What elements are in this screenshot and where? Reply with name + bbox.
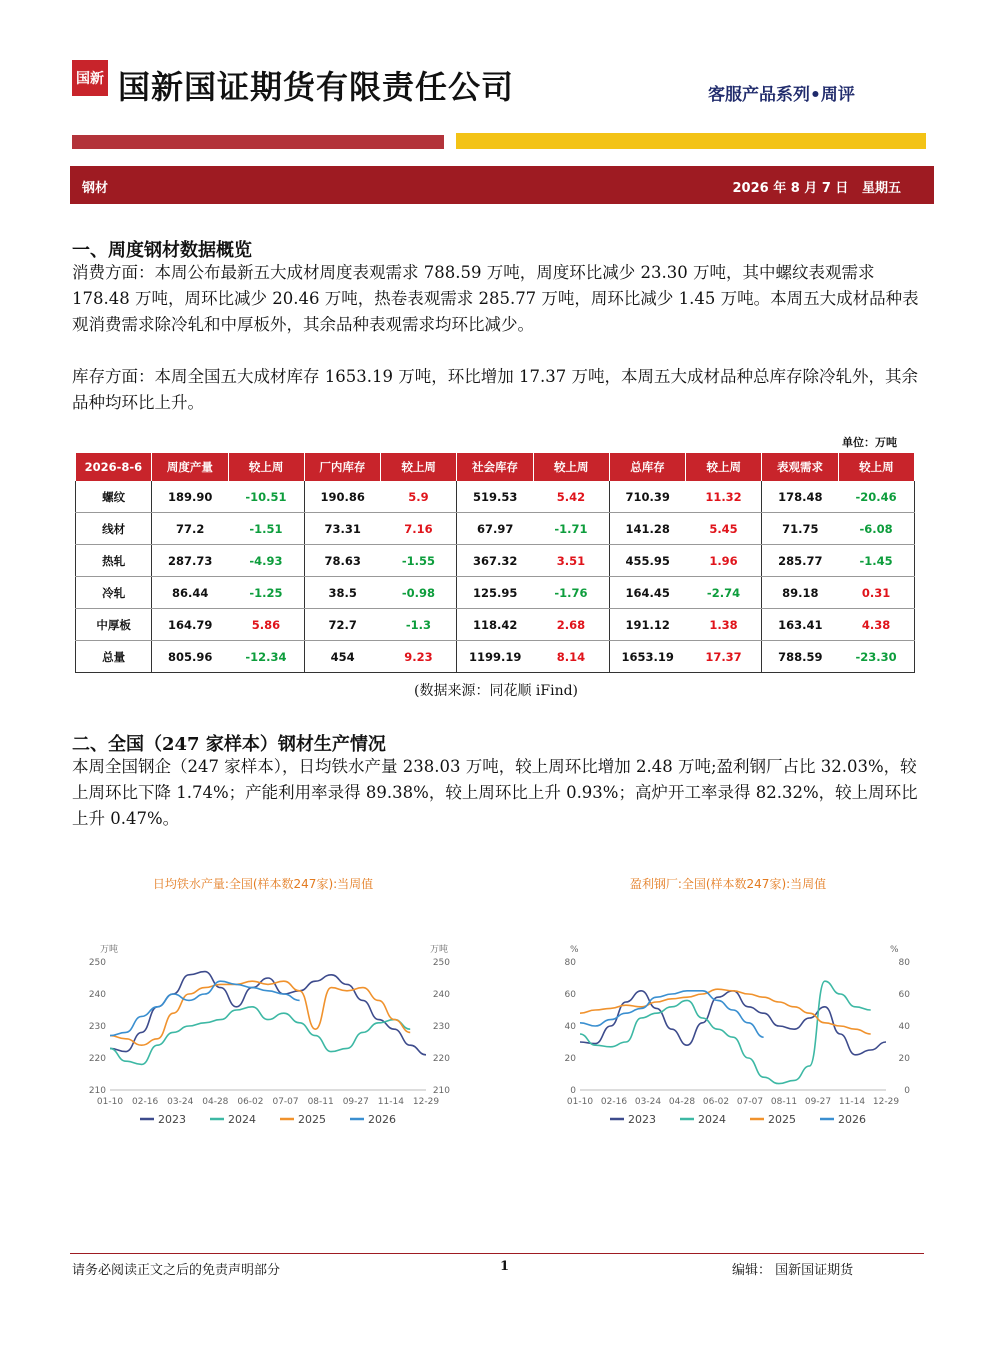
- x-tick-label: 07-07: [272, 1097, 299, 1107]
- table-cell: 5.45: [686, 513, 762, 545]
- table-cell: 67.97: [457, 513, 533, 545]
- table-cell: 191.12: [609, 609, 685, 641]
- table-cell: 2.68: [533, 609, 609, 641]
- table-cell: 17.37: [686, 641, 762, 673]
- chart-title: 日均铁水产量:全国(样本数247家):当周值: [152, 877, 374, 891]
- table-cell: 72.7: [304, 609, 380, 641]
- series-line-2024: [110, 1007, 410, 1065]
- y-tick-label-left: 40: [564, 1022, 576, 1032]
- table-header-5: 社会库存: [457, 453, 533, 481]
- table-row: [76, 577, 915, 609]
- table-header-2: 较上周: [228, 453, 304, 481]
- legend-label-2025: 2025: [298, 1113, 326, 1126]
- x-tick-label: 01-10: [566, 1097, 594, 1107]
- x-tick-label: 01-10: [96, 1097, 124, 1107]
- y-tick-label-right: 230: [432, 1022, 450, 1032]
- table-cell: 86.44: [152, 577, 228, 609]
- table-cell: 190.86: [304, 481, 380, 513]
- y-tick-label-right: 20: [898, 1054, 910, 1064]
- x-tick-label: 11-14: [838, 1097, 866, 1107]
- legend-label-2025: 2025: [768, 1113, 796, 1126]
- table-cell: -4.93: [228, 545, 304, 577]
- table-cell: 189.90: [152, 481, 228, 513]
- y-tick-label-left: 80: [564, 958, 576, 968]
- table-cell: -1.51: [228, 513, 304, 545]
- table-cell: 11.32: [686, 481, 762, 513]
- table-cell: -2.74: [686, 577, 762, 609]
- y-tick-label-right: 250: [432, 958, 450, 968]
- section1-para1: 消费方面：本周公布最新五大成材周度表观需求 788.59 万吨，周度环比减少 23.30 万吨，其中螺纹表观需求 178.48 万吨，周环比减少 20.46 万吨，热卷表观需求 285.77 万吨，周环比减少 1.45 万吨。本周五大成材品种表观消费需求除冷轧和中厚板外，其余品种表观需求均环比减少。: [72, 263, 919, 334]
- table-cell: -10.51: [228, 481, 304, 513]
- series-line-2026: [110, 981, 300, 1035]
- table-cell: -1.55: [381, 545, 457, 577]
- table-cell: 4.38: [838, 609, 914, 641]
- x-tick-label: 12-29: [412, 1097, 440, 1107]
- chart-title: 盈利钢厂:全国(样本数247家):当周值: [629, 877, 827, 891]
- table-header-3: 厂内库存: [304, 453, 380, 481]
- table-cell: 1653.19: [609, 641, 685, 673]
- table-header-6: 较上周: [533, 453, 609, 481]
- x-tick-label: 08-11: [307, 1097, 334, 1107]
- table-cell: 0.31: [838, 577, 914, 609]
- x-tick-label: 04-28: [668, 1097, 696, 1107]
- table-cell: 285.77: [762, 545, 838, 577]
- table-cell: -12.34: [228, 641, 304, 673]
- table-row: [76, 609, 915, 641]
- legend-label-2023: 2023: [158, 1113, 186, 1126]
- header-bar-red: [72, 135, 444, 149]
- x-tick-label: 11-14: [377, 1097, 404, 1107]
- series-line-2026: [580, 991, 764, 1037]
- row-label: 冷轧: [76, 577, 152, 609]
- x-tick-label: 06-02: [237, 1097, 264, 1107]
- series-label: 客服产品系列•周评: [708, 85, 855, 105]
- company-logo: 国新: [72, 60, 108, 96]
- table-cell: 287.73: [152, 545, 228, 577]
- row-label: 总量: [76, 641, 152, 673]
- row-label: 热轧: [76, 545, 152, 577]
- table-header-0: 2026-8-6: [76, 453, 152, 481]
- section1-title: 一、周度钢材数据概览: [72, 240, 252, 261]
- table-cell: 73.31: [304, 513, 380, 545]
- table-cell: 7.16: [381, 513, 457, 545]
- table-cell: 9.23: [381, 641, 457, 673]
- table-cell: 367.32: [457, 545, 533, 577]
- table-cell: 805.96: [152, 641, 228, 673]
- legend-label-2023: 2023: [628, 1113, 656, 1126]
- row-label: 中厚板: [76, 609, 152, 641]
- table-header-4: 较上周: [381, 453, 457, 481]
- y-tick-label-left: 230: [88, 1022, 106, 1032]
- table-cell: -6.08: [838, 513, 914, 545]
- table-cell: 118.42: [457, 609, 533, 641]
- table-cell: 1.38: [686, 609, 762, 641]
- y-axis-label-right: 万吨: [430, 945, 449, 955]
- table-row: [76, 641, 915, 673]
- y-tick-label-left: 20: [564, 1054, 576, 1064]
- table-header-10: 较上周: [838, 453, 914, 481]
- table-cell: -1.3: [381, 609, 457, 641]
- y-tick-label-right: 80: [898, 958, 910, 968]
- x-tick-label: 06-02: [702, 1097, 730, 1107]
- section2-para: 本周全国钢企（247 家样本），日均铁水产量 238.03 万吨，较上周环比增加 2.48 万吨;盈利钢厂占比 32.03%，较上周环比下降 1.74%；产能利用率录得 89.38%，较上周环比上升 0.93%；高炉开工率录得 82.32%，较上周环比上升 0.47%。: [72, 757, 918, 828]
- y-tick-label-right: 220: [432, 1054, 450, 1064]
- table-cell: 5.86: [228, 609, 304, 641]
- series-line-2023: [580, 991, 886, 1055]
- table-cell: -1.76: [533, 577, 609, 609]
- series-line-2024: [580, 981, 871, 1083]
- table-cell: 78.63: [304, 545, 380, 577]
- legend-label-2026: 2026: [368, 1113, 396, 1126]
- x-tick-label: 03-24: [634, 1097, 662, 1107]
- table-cell: 5.9: [381, 481, 457, 513]
- table-cell: 5.42: [533, 481, 609, 513]
- table-cell: 89.18: [762, 577, 838, 609]
- table-cell: -0.98: [381, 577, 457, 609]
- y-tick-label-left: 0: [570, 1086, 576, 1096]
- chart-iron-output: [78, 868, 468, 1138]
- row-label: 螺纹: [76, 481, 152, 513]
- legend-label-2026: 2026: [838, 1113, 866, 1126]
- table-cell: 3.51: [533, 545, 609, 577]
- table-header-9: 表观需求: [762, 453, 838, 481]
- y-tick-label-right: 240: [432, 990, 450, 1000]
- x-tick-label: 08-11: [770, 1097, 798, 1107]
- legend-label-2024: 2024: [698, 1113, 726, 1126]
- x-tick-label: 07-07: [736, 1097, 764, 1107]
- table-cell: -1.45: [838, 545, 914, 577]
- table-cell: 788.59: [762, 641, 838, 673]
- x-tick-label: 12-29: [872, 1097, 900, 1107]
- table-cell: 125.95: [457, 577, 533, 609]
- table-cell: -23.30: [838, 641, 914, 673]
- table-cell: 71.75: [762, 513, 838, 545]
- table-cell: 455.95: [609, 545, 685, 577]
- table-cell: -1.71: [533, 513, 609, 545]
- table-cell: 1199.19: [457, 641, 533, 673]
- series-line-2025: [580, 989, 871, 1034]
- y-axis-label-left: 万吨: [100, 945, 119, 955]
- table-cell: 519.53: [457, 481, 533, 513]
- chart-profitable-mills: [548, 868, 928, 1138]
- table-row: [76, 545, 915, 577]
- header-bar-yellow: [456, 133, 926, 149]
- row-label: 线材: [76, 513, 152, 545]
- table-cell: 454: [304, 641, 380, 673]
- footer-editor: 编辑： 国新国证期货: [732, 1263, 854, 1278]
- section1-para2: 库存方面：本周全国五大成材库存 1653.19 万吨，环比增加 17.37 万吨，本周五大成材品种总库存除冷轧外，其余品种均环比上升。: [72, 367, 918, 412]
- y-axis-label-left: %: [570, 945, 579, 955]
- table-row: [76, 481, 915, 513]
- x-tick-label: 02-16: [132, 1097, 159, 1107]
- table-header-7: 总库存: [609, 453, 685, 481]
- table-cell: -1.25: [228, 577, 304, 609]
- table-cell: 141.28: [609, 513, 685, 545]
- footer-page-number: 1: [500, 1259, 510, 1274]
- y-tick-label-left: 210: [88, 1086, 106, 1096]
- y-axis-label-right: %: [890, 945, 899, 955]
- table-unit: 单位：万吨: [842, 436, 897, 449]
- x-tick-label: 03-24: [167, 1097, 194, 1107]
- table-cell: -20.46: [838, 481, 914, 513]
- category-banner: [70, 166, 934, 204]
- x-tick-label: 02-16: [600, 1097, 628, 1107]
- x-tick-label: 09-27: [804, 1097, 832, 1107]
- y-tick-label-right: 0: [904, 1086, 910, 1096]
- legend-label-2024: 2024: [228, 1113, 256, 1126]
- banner-category: 钢材: [82, 181, 109, 196]
- y-tick-label-left: 240: [88, 990, 106, 1000]
- y-tick-label-right: 210: [432, 1086, 450, 1096]
- table-cell: 178.48: [762, 481, 838, 513]
- table-row: [76, 513, 915, 545]
- table-cell: 38.5: [304, 577, 380, 609]
- table-cell: 77.2: [152, 513, 228, 545]
- footer-divider: [70, 1253, 924, 1254]
- steel-data-table: [75, 453, 915, 673]
- banner-date: 2026 年 8 月 7 日 星期五: [732, 181, 901, 196]
- y-tick-label-left: 60: [564, 990, 576, 1000]
- x-tick-label: 09-27: [342, 1097, 369, 1107]
- section2-title: 二、全国（247 家样本）钢材生产情况: [72, 734, 386, 755]
- table-cell: 710.39: [609, 481, 685, 513]
- table-header-1: 周度产量: [152, 453, 228, 481]
- y-tick-label-right: 40: [898, 1022, 910, 1032]
- table-cell: 8.14: [533, 641, 609, 673]
- company-name: 国新国证期货有限责任公司: [118, 68, 515, 106]
- table-header-8: 较上周: [686, 453, 762, 481]
- y-tick-label-left: 250: [88, 958, 106, 968]
- table-cell: 164.45: [609, 577, 685, 609]
- y-tick-label-right: 60: [898, 990, 910, 1000]
- table-cell: 1.96: [686, 545, 762, 577]
- table-cell: 163.41: [762, 609, 838, 641]
- footer-disclaimer: 请务必阅读正文之后的免责声明部分: [72, 1263, 281, 1278]
- y-tick-label-left: 220: [88, 1054, 106, 1064]
- table-cell: 164.79: [152, 609, 228, 641]
- x-tick-label: 04-28: [202, 1097, 229, 1107]
- table-source: (数据来源：同花顺 iFind): [413, 683, 579, 699]
